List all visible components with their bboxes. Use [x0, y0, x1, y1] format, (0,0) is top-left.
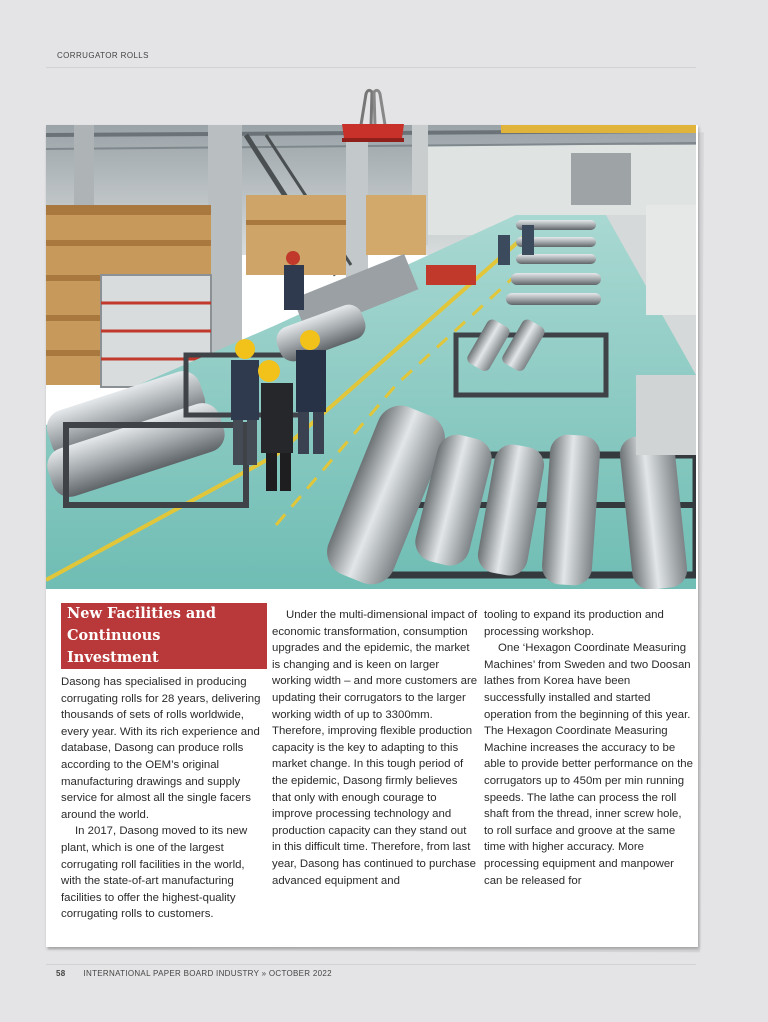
page-number: 58: [56, 969, 66, 978]
factory-photo: [46, 125, 696, 589]
column-1: [61, 607, 267, 923]
publication-info: INTERNATIONAL PAPER BOARD INDUSTRY » OCTOBER 2022: [83, 969, 332, 978]
paragraph: Dasong has specialised in producing corrugating rolls for 28 years, delivering thousands of sets of rolls worldwide, every year. With its rich experience and database, Dasong can produce rolls according to the OEM’s original manufacturing drawings and supply service for almost all the single facers around the world.: [61, 676, 261, 821]
column-3: [484, 607, 694, 889]
headline-line-2: Continuous Investment: [67, 627, 161, 666]
footer: [46, 964, 696, 982]
headline-line-1: New Facilities and: [67, 605, 216, 622]
column-2: [272, 607, 478, 889]
paragraph: Under the multi-dimensional impact of economic transformation, consumption upgrades and the epidemic, the market is changing and is keen on larger working width – and more customers are updating their corrugators to the larger working width of up to 3300mm. Therefore, improving flexible production capacity is the key to adapting to this market change. In this tough period of the epidemic, Dasong firmly believes that only with enough courage to improve processing technology and production capacity can they stand out in this difficult time. Therefore, from last year, Dasong has continued to purchase advanced equipment and: [272, 609, 478, 887]
paragraph: tooling to expand its production and processing workshop.: [484, 609, 664, 638]
running-head: CORRUGATOR ROLLS: [46, 48, 696, 68]
paragraph: One ‘Hexagon Coordinate Measuring Machines’ from Sweden and two Doosan lathes from Korea have been successfully installed and started operation from the beginning of this year. The Hexagon Coordinate Measuring Machine increases the accuracy to be able to provide better performance on the corrugators up to 450m per min running speeds. The lathe can process the roll shaft from the thread, inner screw hole, to roll surface and groove at the same time with higher accuracy. More processing equipment and manpower can be released for: [484, 642, 693, 887]
headline: [61, 603, 267, 669]
article-sheet: [46, 125, 698, 947]
binder-clip-icon: [338, 86, 408, 166]
paragraph: In 2017, Dasong moved to its new plant, which is one of the largest corrugating roll facilities in the world, with the state-of-art manufacturing facilities to offer the highest-quality corrugating rolls to customers.: [61, 825, 248, 921]
